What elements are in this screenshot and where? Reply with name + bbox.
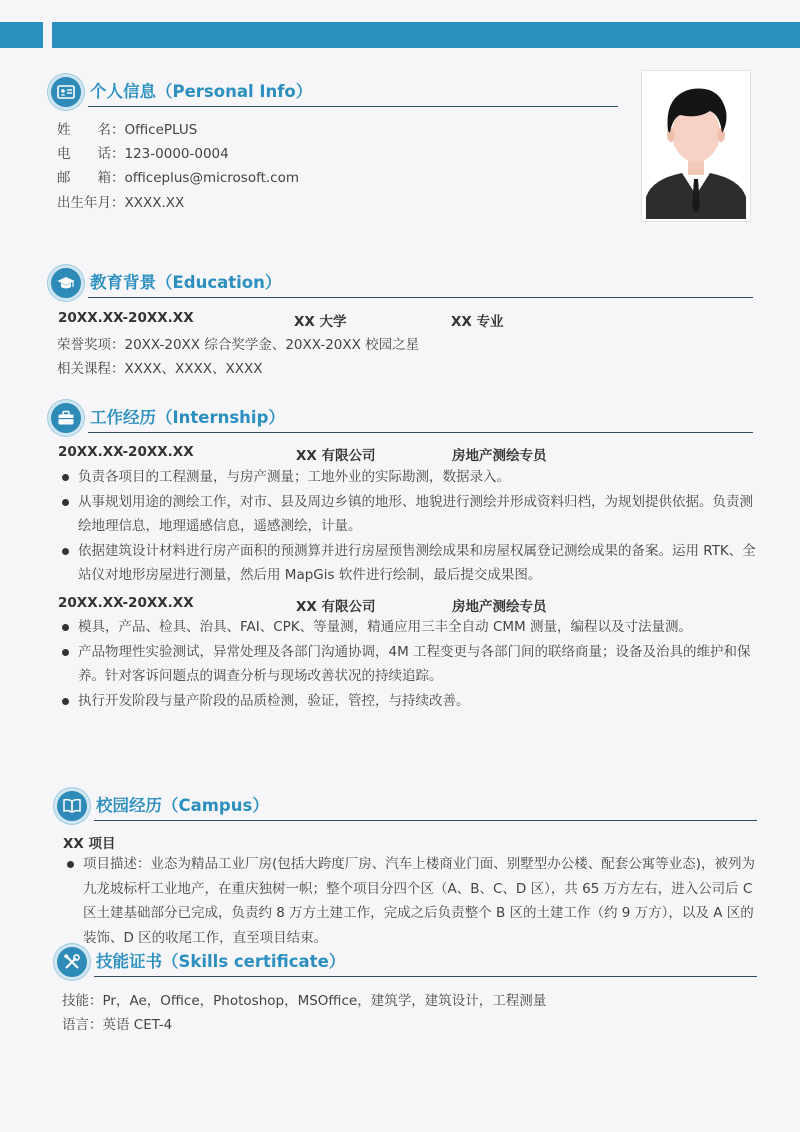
education-period: 20XX.XX-20XX.XX <box>58 310 194 326</box>
section-title-skills: 技能证书（Skills certificate） <box>96 952 346 971</box>
section-title-campus: 校园经历（Campus） <box>96 796 269 815</box>
section-rule <box>88 297 753 298</box>
briefcase-icon <box>48 400 84 436</box>
field-label: 出生年月： <box>57 195 125 211</box>
field-value: officeplus@microsoft.com <box>124 170 300 186</box>
header-bar-left <box>0 22 43 48</box>
field-label: 电 话： <box>57 146 125 162</box>
field-label: 姓 名： <box>57 122 125 138</box>
section-title-personal: 个人信息（Personal Info） <box>90 82 313 101</box>
education-section <box>48 265 753 301</box>
list-item: 模具，产品、检具、治具、FAI、CPK、等量测，精通应用三丰全自动 CMM 测量，编程以及寸法量测。 <box>58 615 758 640</box>
skills-line: 技能：Pr，Ae，Office，Photoshop，MSOffice，建筑学，建筑设计，工程测量 <box>62 993 547 1009</box>
education-header <box>48 265 753 301</box>
work-section <box>48 400 753 436</box>
field-value: OfficePLUS <box>124 122 198 138</box>
list-item: 依据建筑设计材料进行房产面积的预测算并进行房屋预售测绘成果和房屋权属登记测绘成果的备案。运用 RTK、全站仪对地形房屋进行测量，然后用 MapGis 软件进行绘制，最后提交成果图。 <box>58 539 758 588</box>
job-period: 20XX.XX-20XX.XX <box>58 444 194 460</box>
list-item: 从事规划用途的测绘工作，对市、县及周边乡镇的地形、地貌进行测绘并形成资料归档，为规划提供依据。负责测绘地理信息，地理遥感信息，遥感测绘，计量。 <box>58 490 758 539</box>
section-title-education: 教育背景（Education） <box>90 273 282 292</box>
section-rule <box>88 106 618 107</box>
field-email <box>57 166 299 186</box>
skills-section <box>54 944 757 980</box>
field-phone <box>57 142 229 162</box>
campus-header <box>54 788 757 824</box>
personal-info-section <box>48 74 618 110</box>
field-value: XXXX.XX <box>124 195 185 211</box>
job-position: 房地产测绘专员 <box>452 448 547 464</box>
header-bar-right <box>52 22 800 48</box>
section-rule <box>94 820 757 821</box>
id-card-icon <box>48 74 84 110</box>
tools-icon <box>54 944 90 980</box>
job-period: 20XX.XX-20XX.XX <box>58 595 194 611</box>
profile-photo <box>641 70 751 222</box>
open-book-icon <box>54 788 90 824</box>
list-item: 产品物理性实验测试，异常处理及各部门沟通协调，4M 工程变更与各部门间的联络商量；设备及治具的维护和保养。针对客诉问题点的调查分析与现场改善状况的持续追踪。 <box>58 640 758 689</box>
education-honors: 荣誉奖项：20XX-20XX 综合奖学金、20XX-20XX 校园之星 <box>57 337 420 353</box>
job-2-bullets <box>58 615 758 713</box>
education-courses: 相关课程：XXXX、XXXX、XXXX <box>57 361 263 377</box>
section-title-work: 工作经历（Internship） <box>90 408 285 427</box>
personal-info-header <box>48 74 618 110</box>
graduation-cap-icon <box>48 265 84 301</box>
job-company: XX 有限公司 <box>296 599 376 615</box>
field-birth <box>57 191 184 211</box>
job-company: XX 有限公司 <box>296 448 376 464</box>
education-school: XX 大学 <box>294 314 347 330</box>
list-item: 项目描述：业态为精品工业厂房(包括大跨度厂房、汽车上楼商业门面、别墅型办公楼、配套公寓等业态)，被列为九龙坡标杆工业地产，在重庆独树一帜；整个项目分四个区（A、B、C、D 区），共 65 万方左右，进入公司后 C 区土建基础部分已完成，负责约 8 万方土建工作，完成之后负责整个 B 区的土建工作（约 9 万方），以及 A 区的装饰、D 区的收尾工作，直至项目结束。 <box>63 852 761 950</box>
list-item: 执行开发阶段与量产阶段的品质检测，验证，管控，与持续改善。 <box>58 689 758 714</box>
skills-header <box>54 944 757 980</box>
education-major: XX 专业 <box>451 314 504 330</box>
field-value: 123-0000-0004 <box>124 146 229 162</box>
job-position: 房地产测绘专员 <box>452 599 547 615</box>
work-header <box>48 400 753 436</box>
field-label: 邮 箱： <box>57 170 125 186</box>
field-name <box>57 118 197 138</box>
campus-bullets <box>63 852 761 950</box>
language-line: 语言：英语 CET-4 <box>62 1017 173 1033</box>
avatar-illustration <box>642 71 750 221</box>
campus-project-title: XX 项目 <box>63 836 116 852</box>
list-item: 负责各项目的工程测量，与房产测量；工地外业的实际勘测，数据录入。 <box>58 465 758 490</box>
campus-section <box>54 788 757 824</box>
section-rule <box>88 432 753 433</box>
job-1-bullets <box>58 465 758 588</box>
section-rule <box>94 976 757 977</box>
